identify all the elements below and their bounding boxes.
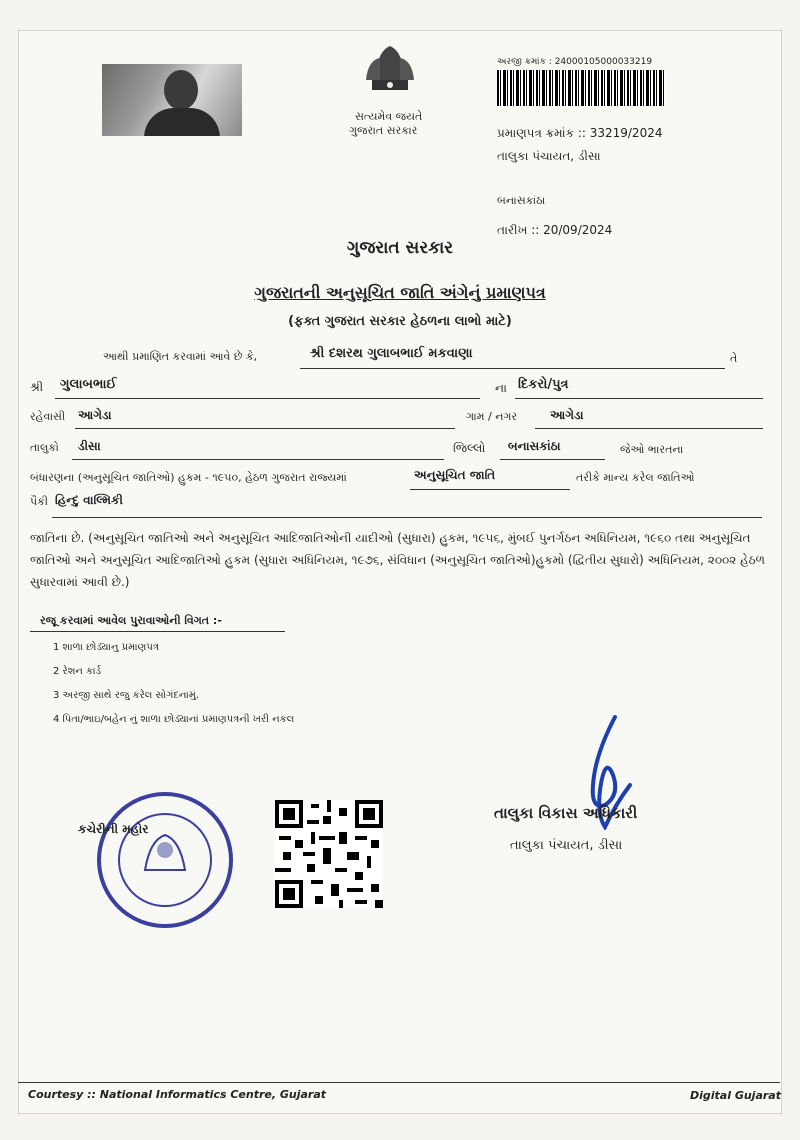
- father-name: ગુલાબભાઈ: [60, 377, 117, 392]
- legal-paragraph: જાતિના છે. (અનુસૂચિત જાતિઓ અને અનુસૂચિત આદિજાતિઓની યાદીઓ (સુધારા) હુકમ, ૧૯૫૬, મુંબઈ પુનર્ગઠન અધિનિયમ, ૧૯૬૦ તથા અનુસૂચિત જાતિઓ અને અનુસૂચિત આદિજાતિઓ હુકમ (સુધારા અધિનિયમ, ૧૯૭૬, સંવિધાન (અનુસૂચિત જાતિઓ)હુકમો (દ્વિતીય સુધારો) અધિનિયમ, ૨૦૦૨ હેઠળ સુધારવામાં આવી છે.): [30, 531, 766, 589]
- application-number: અરજી ક્રમાંક : 24000105000033219: [497, 57, 653, 67]
- office-seal-icon: [95, 790, 235, 930]
- emblem-motto: સત્યમેવ જયતે: [355, 110, 423, 123]
- resident-label: રહેવાસી: [30, 410, 66, 423]
- footer-courtesy: Courtesy :: National Informatics Centre, Gujarat: [28, 1088, 327, 1101]
- evidence-item: 1 શાળા છોડ્યાનુ પ્રમાણપત્ર: [53, 642, 159, 653]
- caste-value: હિન્દુ વાલ્મિકી: [55, 493, 123, 507]
- seal-label: કચેરીની મહોર: [78, 822, 149, 836]
- te-text: તે: [730, 352, 738, 365]
- signatory-title: તાલુકા વિકાસ અધિકારી: [494, 804, 638, 822]
- footer-brand: Digital Gujarat: [690, 1089, 781, 1102]
- shri-label: શ્રી: [30, 380, 44, 394]
- certificate-subtitle: (ફક્ત ગુજરાત સરકાર હેઠળના લાભો માટે): [288, 314, 512, 329]
- evidence-item: 4 પિતા/ભાઇ/બહેન નું શાળા છોડ્યાનાં પ્રમાણપત્રની ખરી નકલ: [53, 714, 295, 725]
- emblem-caption: ગુજરાત સરકાર: [349, 124, 418, 137]
- certificate-title: ગુજરાતની અનુસૂચિત જાતિ અંગેનું પ્રમાણપત્ર: [254, 283, 546, 302]
- na-text: ના: [495, 381, 507, 395]
- district-name: બનાસકાંઠા: [497, 194, 546, 207]
- evidence-item: 3 અરજી સાથે રજુ કરેલ સોગંદનામું.: [53, 690, 200, 701]
- village-label: ગામ / નગર: [466, 410, 518, 423]
- taluka-value: ડીસા: [78, 439, 101, 453]
- barcode: [497, 70, 665, 106]
- issuing-office: તાલુકા પંચાયત, ડીસા: [497, 149, 601, 163]
- resident-value: આગેડા: [78, 408, 112, 422]
- footer-divider: [18, 1082, 780, 1083]
- issue-date: તારીખ :: 20/09/2024: [497, 223, 613, 237]
- evidence-item: 2 રેશન કાર્ડ: [53, 666, 102, 677]
- district-value: બનાસકાંઠા: [508, 439, 561, 453]
- evidence-heading: રજૂ કરવામાં આવેલ પુરાવાઓની વિગત :-: [40, 614, 222, 627]
- certificate-number: પ્રમાણપત્ર ક્રમાંક :: 33219/2024: [497, 126, 663, 140]
- national-emblem-icon: [352, 40, 428, 100]
- among-text: પૈકી: [30, 495, 49, 508]
- govt-title: ગુજરાત સરકાર: [346, 238, 454, 258]
- relation: દિકરો/પુત્ર: [518, 377, 569, 392]
- applicant-photo: [102, 64, 242, 136]
- signatory-office: તાલુકા પંચાયત, ડીસા: [510, 838, 623, 853]
- holder-name: શ્રી દશરથ ગુલાબભાઈ મકવાણા: [310, 346, 473, 361]
- district-label: જિલ્લો: [453, 441, 486, 455]
- recognized-text: તરીકે માન્ય કરેલ જાતિઓ: [576, 471, 695, 484]
- category-value: અનુસૂચિત જાતિ: [414, 468, 496, 482]
- village-value: આગેડા: [550, 408, 584, 422]
- constitution-text: બંધારણના (અનુસૂચિત જાતિઓ) હુકમ - ૧૯૫૦, હેઠળ ગુજરાત રાજ્યમાં: [30, 471, 347, 484]
- intro-text: આથી પ્રમાણિત કરવામાં આવે છે કે,: [103, 350, 258, 363]
- qr-code: [275, 800, 383, 908]
- taluka-label: તાલુકો: [30, 441, 59, 454]
- who-india-text: જેઓ ભારતના: [620, 443, 684, 456]
